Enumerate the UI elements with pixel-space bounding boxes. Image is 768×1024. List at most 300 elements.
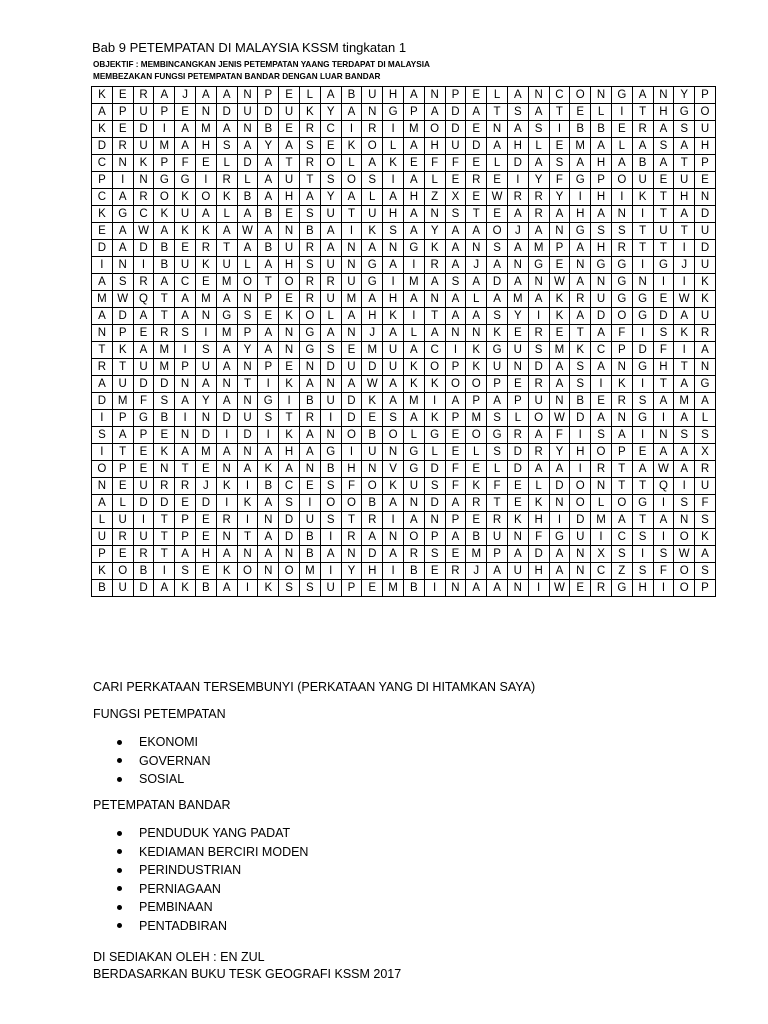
grid-cell: A [549, 376, 570, 393]
grid-cell: W [112, 291, 133, 308]
grid-cell: E [112, 121, 133, 138]
grid-cell: O [466, 427, 487, 444]
grid-cell: M [570, 138, 591, 155]
grid-cell: I [383, 563, 404, 580]
grid-cell: A [403, 342, 424, 359]
grid-cell: A [570, 274, 591, 291]
grid-cell: L [487, 155, 508, 172]
grid-cell: S [299, 257, 320, 274]
grid-cell: E [466, 512, 487, 529]
grid-cell: I [632, 325, 653, 342]
grid-cell: A [549, 546, 570, 563]
grid-cell: M [362, 342, 383, 359]
grid-cell: U [383, 342, 404, 359]
grid-cell: A [216, 87, 237, 104]
grid-cell: W [674, 291, 695, 308]
grid-cell: S [383, 223, 404, 240]
grid-cell: K [237, 495, 258, 512]
grid-cell: A [112, 427, 133, 444]
grid-cell: K [112, 342, 133, 359]
grid-cell: F [175, 155, 196, 172]
grid-cell: A [466, 308, 487, 325]
grid-cell: O [341, 427, 362, 444]
grid-cell: T [341, 206, 362, 223]
grid-cell: T [237, 376, 258, 393]
grid-cell: M [466, 410, 487, 427]
grid-cell: N [653, 427, 674, 444]
grid-cell: G [591, 257, 612, 274]
grid-cell: N [341, 240, 362, 257]
grid-cell: S [611, 223, 632, 240]
grid-cell: A [112, 189, 133, 206]
grid-cell: I [237, 512, 258, 529]
grid-cell: H [653, 359, 674, 376]
grid-cell: O [403, 529, 424, 546]
grid-cell: B [362, 427, 383, 444]
grid-cell: A [299, 427, 320, 444]
grid-cell: S [528, 342, 549, 359]
grid-cell: A [487, 563, 508, 580]
grid-cell: C [591, 342, 612, 359]
grid-row [92, 410, 716, 427]
grid-cell: N [92, 325, 113, 342]
grid-cell: R [154, 325, 175, 342]
grid-cell: W [549, 580, 570, 597]
grid-cell: S [528, 121, 549, 138]
grid-cell: G [424, 427, 445, 444]
grid-cell: R [695, 325, 716, 342]
grid-cell: H [403, 189, 424, 206]
grid-cell: R [299, 155, 320, 172]
grid-cell: H [195, 546, 216, 563]
grid-cell: R [112, 138, 133, 155]
grid-cell: S [445, 206, 466, 223]
grid-cell: G [528, 257, 549, 274]
grid-cell: K [175, 580, 196, 597]
grid-cell: D [507, 461, 528, 478]
grid-cell: N [591, 87, 612, 104]
grid-cell: T [632, 104, 653, 121]
grid-cell: P [591, 172, 612, 189]
grid-cell: O [279, 563, 300, 580]
grid-cell: N [424, 87, 445, 104]
grid-cell: F [341, 478, 362, 495]
grid-cell: K [424, 376, 445, 393]
grid-cell: U [695, 223, 716, 240]
grid-cell: N [424, 206, 445, 223]
grid-cell: D [507, 444, 528, 461]
grid-cell: F [487, 478, 508, 495]
grid-cell: E [362, 580, 383, 597]
grid-cell: A [112, 223, 133, 240]
grid-cell: A [383, 495, 404, 512]
grid-cell: A [403, 87, 424, 104]
grid-cell: D [424, 461, 445, 478]
grid-cell: E [195, 529, 216, 546]
grid-cell: O [674, 529, 695, 546]
grid-cell: I [549, 512, 570, 529]
grid-row [92, 376, 716, 393]
grid-cell: H [591, 189, 612, 206]
grid-cell: G [611, 291, 632, 308]
grid-row [92, 189, 716, 206]
grid-cell: A [362, 291, 383, 308]
grid-row [92, 342, 716, 359]
grid-cell: A [216, 121, 237, 138]
grid-cell: G [611, 274, 632, 291]
grid-row [92, 325, 716, 342]
grid-cell: E [279, 359, 300, 376]
grid-cell: A [549, 206, 570, 223]
grid-cell: E [195, 461, 216, 478]
grid-cell: L [341, 155, 362, 172]
grid-cell: N [591, 274, 612, 291]
grid-cell: A [591, 359, 612, 376]
grid-cell: D [237, 155, 258, 172]
grid-cell: H [570, 444, 591, 461]
grid-cell: S [279, 495, 300, 512]
grid-cell: A [216, 393, 237, 410]
grid-cell: I [320, 410, 341, 427]
grid-cell: R [299, 410, 320, 427]
grid-cell: I [653, 495, 674, 512]
grid-cell: A [341, 376, 362, 393]
grid-cell: E [195, 274, 216, 291]
grid-cell: G [133, 410, 154, 427]
grid-cell: D [320, 359, 341, 376]
grid-cell: A [341, 189, 362, 206]
grid-cell: A [195, 87, 216, 104]
grid-cell: C [611, 529, 632, 546]
grid-row [92, 155, 716, 172]
grid-cell: L [383, 138, 404, 155]
grid-cell: T [424, 308, 445, 325]
grid-cell: S [299, 138, 320, 155]
grid-cell: P [112, 325, 133, 342]
grid-cell: A [403, 291, 424, 308]
grid-cell: D [549, 478, 570, 495]
grid-cell: R [112, 529, 133, 546]
grid-cell: S [383, 410, 404, 427]
grid-cell: I [175, 410, 196, 427]
grid-cell: B [258, 478, 279, 495]
grid-cell: J [175, 87, 196, 104]
grid-cell: U [570, 529, 591, 546]
grid-cell: U [507, 563, 528, 580]
grid-cell: K [570, 342, 591, 359]
grid-cell: P [112, 461, 133, 478]
grid-cell: N [341, 325, 362, 342]
grid-cell: P [487, 546, 508, 563]
grid-cell: P [549, 240, 570, 257]
grid-cell: A [653, 121, 674, 138]
grid-cell: N [237, 359, 258, 376]
grid-cell: C [92, 155, 113, 172]
grid-cell: L [320, 308, 341, 325]
grid-cell: A [445, 529, 466, 546]
grid-cell: N [570, 546, 591, 563]
grid-cell: L [466, 444, 487, 461]
grid-cell: I [632, 427, 653, 444]
grid-cell: K [216, 563, 237, 580]
page-title: Bab 9 PETEMPATAN DI MALAYSIA KSSM tingkatan 1 [92, 40, 407, 55]
grid-cell: K [216, 478, 237, 495]
grid-row [92, 461, 716, 478]
grid-cell: M [154, 359, 175, 376]
grid-cell: E [466, 461, 487, 478]
grid-cell: H [362, 563, 383, 580]
grid-cell: N [507, 580, 528, 597]
grid-cell: U [674, 172, 695, 189]
grid-cell: N [611, 410, 632, 427]
grid-cell: G [362, 257, 383, 274]
grid-cell: A [403, 223, 424, 240]
grid-row [92, 121, 716, 138]
grid-cell: H [362, 308, 383, 325]
grid-cell: U [133, 478, 154, 495]
grid-cell: A [466, 274, 487, 291]
grid-cell: Z [424, 189, 445, 206]
grid-cell: S [591, 223, 612, 240]
grid-cell: S [195, 342, 216, 359]
fungsi-heading: FUNGSI PETEMPATAN [93, 707, 226, 721]
grid-cell: X [695, 444, 716, 461]
grid-cell: A [445, 291, 466, 308]
grid-cell: D [570, 512, 591, 529]
grid-cell: S [112, 274, 133, 291]
grid-cell: N [133, 172, 154, 189]
grid-cell: N [674, 512, 695, 529]
grid-cell: B [299, 223, 320, 240]
grid-cell: I [674, 478, 695, 495]
grid-cell: K [549, 291, 570, 308]
grid-cell: E [299, 478, 320, 495]
grid-cell: A [320, 223, 341, 240]
grid-cell: N [695, 359, 716, 376]
grid-cell: I [507, 172, 528, 189]
grid-cell: K [92, 121, 113, 138]
grid-cell: A [258, 529, 279, 546]
grid-cell: A [237, 461, 258, 478]
grid-cell: R [299, 291, 320, 308]
grid-cell: S [320, 342, 341, 359]
grid-cell: N [632, 274, 653, 291]
grid-cell: P [445, 87, 466, 104]
list-item: PENDUDUK YANG PADAT [93, 824, 308, 843]
grid-cell: N [445, 325, 466, 342]
grid-cell: M [341, 291, 362, 308]
grid-cell: N [383, 529, 404, 546]
grid-cell: L [466, 291, 487, 308]
grid-cell: W [653, 461, 674, 478]
grid-cell: A [528, 461, 549, 478]
grid-cell: K [695, 529, 716, 546]
grid-cell: A [674, 444, 695, 461]
grid-cell: N [237, 546, 258, 563]
grid-cell: H [424, 138, 445, 155]
grid-cell: A [237, 138, 258, 155]
grid-cell: F [445, 478, 466, 495]
grid-cell: A [175, 308, 196, 325]
grid-cell: O [154, 189, 175, 206]
grid-cell: E [507, 478, 528, 495]
grid-cell: O [237, 274, 258, 291]
grid-cell: O [112, 563, 133, 580]
grid-cell: B [362, 495, 383, 512]
grid-cell: E [570, 580, 591, 597]
grid-cell: E [133, 461, 154, 478]
grid-cell: I [570, 427, 591, 444]
grid-cell: I [154, 563, 175, 580]
grid-cell: P [92, 172, 113, 189]
grid-cell: K [299, 104, 320, 121]
grid-cell: O [611, 308, 632, 325]
grid-cell: Q [653, 478, 674, 495]
grid-row [92, 206, 716, 223]
grid-cell: A [507, 274, 528, 291]
grid-cell: A [611, 512, 632, 529]
grid-cell: B [320, 461, 341, 478]
grid-cell: J [507, 223, 528, 240]
grid-cell: A [611, 427, 632, 444]
list-item: SOSIAL [93, 770, 211, 789]
grid-cell: B [258, 121, 279, 138]
grid-cell: T [674, 223, 695, 240]
grid-cell: S [695, 512, 716, 529]
grid-cell: A [154, 580, 175, 597]
grid-cell: A [507, 121, 528, 138]
grid-cell: T [549, 104, 570, 121]
grid-cell: K [383, 155, 404, 172]
grid-cell: P [695, 87, 716, 104]
grid-cell: W [549, 410, 570, 427]
grid-cell: O [320, 495, 341, 512]
grid-cell: M [195, 444, 216, 461]
grid-cell: N [216, 376, 237, 393]
grid-cell: H [632, 580, 653, 597]
objective [93, 59, 430, 83]
grid-cell: K [258, 580, 279, 597]
grid-cell: K [195, 223, 216, 240]
grid-cell: I [133, 257, 154, 274]
grid-cell: T [611, 478, 632, 495]
grid-cell: D [216, 104, 237, 121]
list-item: PERNIAGAAN [93, 880, 308, 899]
grid-cell: E [195, 512, 216, 529]
grid-cell: A [258, 172, 279, 189]
grid-cell: A [445, 393, 466, 410]
grid-cell: Y [549, 444, 570, 461]
grid-cell: I [674, 342, 695, 359]
grid-cell: E [487, 172, 508, 189]
grid-cell: U [528, 393, 549, 410]
grid-row [92, 104, 716, 121]
grid-cell: L [92, 512, 113, 529]
grid-cell: W [362, 376, 383, 393]
footer [93, 949, 401, 983]
grid-cell: H [383, 87, 404, 104]
grid-cell: U [133, 104, 154, 121]
grid-cell: D [92, 240, 113, 257]
grid-cell: N [279, 223, 300, 240]
grid-cell: I [175, 342, 196, 359]
grid-cell: K [279, 308, 300, 325]
grid-cell: A [195, 376, 216, 393]
grid-cell: A [175, 546, 196, 563]
grid-cell: W [133, 223, 154, 240]
grid-cell: S [653, 138, 674, 155]
grid-cell: L [424, 444, 445, 461]
grid-cell: A [320, 546, 341, 563]
grid-cell: Y [674, 87, 695, 104]
grid-cell: A [570, 308, 591, 325]
grid-cell: A [403, 172, 424, 189]
grid-cell: A [258, 342, 279, 359]
grid-cell: Y [424, 223, 445, 240]
grid-cell: S [653, 546, 674, 563]
grid-cell: B [403, 580, 424, 597]
grid-cell: K [362, 393, 383, 410]
grid-cell: T [653, 376, 674, 393]
grid-cell: G [403, 444, 424, 461]
grid-cell: B [299, 393, 320, 410]
grid-cell: D [237, 427, 258, 444]
grid-cell: K [549, 308, 570, 325]
grid-cell: S [674, 121, 695, 138]
grid-cell: I [216, 495, 237, 512]
grid-cell: U [403, 478, 424, 495]
grid-cell: A [528, 223, 549, 240]
grid-cell: M [195, 121, 216, 138]
grid-cell: S [632, 393, 653, 410]
grid-cell: H [653, 104, 674, 121]
grid-cell: S [653, 325, 674, 342]
grid-cell: A [258, 546, 279, 563]
grid-cell: E [175, 495, 196, 512]
grid-cell: H [383, 206, 404, 223]
grid-cell: P [445, 512, 466, 529]
grid-cell: T [632, 478, 653, 495]
grid-cell: I [341, 444, 362, 461]
grid-row [92, 240, 716, 257]
grid-cell: T [653, 206, 674, 223]
grid-cell: R [570, 291, 591, 308]
grid-cell: K [175, 223, 196, 240]
grid-cell: U [279, 172, 300, 189]
grid-cell: P [154, 155, 175, 172]
grid-cell: N [237, 393, 258, 410]
grid-cell: G [611, 257, 632, 274]
grid-cell: Y [341, 563, 362, 580]
grid-cell: R [299, 121, 320, 138]
grid-cell: T [341, 512, 362, 529]
grid-cell: D [362, 546, 383, 563]
grid-cell: D [362, 359, 383, 376]
grid-cell: R [133, 189, 154, 206]
grid-cell: U [299, 512, 320, 529]
grid-cell: R [133, 87, 154, 104]
grid-cell: U [695, 478, 716, 495]
grid-cell: J [195, 478, 216, 495]
grid-cell: T [154, 308, 175, 325]
grid-cell: S [570, 376, 591, 393]
grid-cell: D [445, 121, 466, 138]
grid-cell: R [216, 512, 237, 529]
grid-cell: A [632, 87, 653, 104]
grid-cell: I [154, 121, 175, 138]
grid-cell: N [611, 206, 632, 223]
grid-cell: U [591, 291, 612, 308]
